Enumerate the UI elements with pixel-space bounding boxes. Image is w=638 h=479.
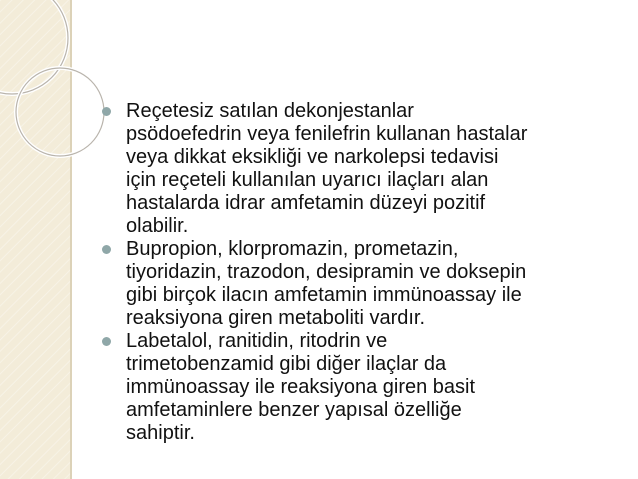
bullet-line: Bupropion, klorpromazin, prometazin,: [126, 238, 459, 260]
bullet-line: sahiptir.: [126, 422, 195, 444]
bullet-line: tiyoridazin, trazodon, desipramin ve doksepin: [126, 261, 527, 283]
bullet-dot-icon: [102, 245, 111, 254]
bullet-line: için reçeteli kullanılan uyarıcı ilaçları alan: [126, 169, 489, 191]
bullet-line: hastalarda idrar amfetamin düzeyi pozitif: [126, 192, 486, 214]
bullet-dot-icon: [102, 337, 111, 346]
bullet-dot-icon: [102, 107, 111, 116]
bullet-line: olabilir.: [126, 215, 189, 237]
bullet-list: [96, 100, 626, 445]
bullet-item: [96, 100, 626, 238]
bullet-line: Reçetesiz satılan dekonjestanlar: [126, 100, 414, 122]
bullet-line: amfetaminlere benzer yapısal özelliğe: [126, 399, 462, 421]
bullet-item: [96, 330, 626, 445]
bullet-line: Labetalol, ranitidin, ritodrin ve: [126, 330, 388, 352]
bullet-line: immünoassay ile reaksiyona giren basit: [126, 376, 476, 398]
bullet-line: gibi birçok ilacın amfetamin immünoassay ile: [126, 284, 522, 306]
bullet-line: trimetobenzamid gibi diğer ilaçlar da: [126, 353, 447, 375]
bullet-item: [96, 238, 626, 330]
bullet-line: psödoefedrin veya fenilefrin kullanan hastalar: [126, 123, 528, 145]
bullet-line: veya dikkat eksikliği ve narkolepsi tedavisi: [126, 146, 499, 168]
bullet-line: reaksiyona giren metaboliti vardır.: [126, 307, 426, 329]
